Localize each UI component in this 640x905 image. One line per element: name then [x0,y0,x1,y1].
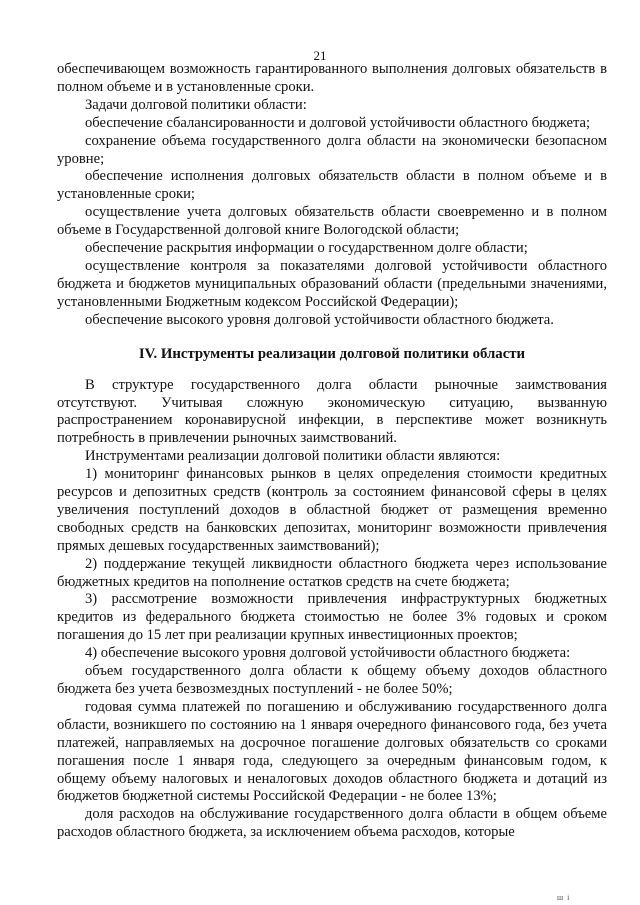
page-number: 21 [313,48,327,63]
list-item-task: обеспечение сбалансированности и долговой устойчивости областного бюджета; [85,114,591,131]
list-item-instrument-3: 3) рассмотрение возможности привлечения инфраструктурных бюджетных кредитов из федерального бюджета стоимостью не более 3% годовых и сроком погашения до 15 лет при реализации крупных инвестиционных проектов; [57,591,607,644]
list-item-task: обеспечение исполнения долговых обязательств области в полном объеме и в установленные сроки; [57,168,607,203]
list-item-instrument-2: 2) поддержание текущей ликвидности областного бюджета через использование бюджетных кредитов на пополнение остатков средств на счете бюджета; [57,555,607,590]
list-item-task: сохранение объема государственного долга области на экономически безопасном уровне; [57,132,607,167]
list-item-task: обеспечение высокого уровня долговой устойчивости областного бюджета. [85,311,554,328]
list-item-task: осуществление контроля за показателями долговой устойчивости областного бюджета и бюджетов муниципальных образований области (предельными значениями, установленными Бюджетным кодексом Российской Федерации); [57,257,607,310]
list-item-indicator: объем государственного долга области к общему объему доходов областного бюджета без учета безвозмездных поступлений - не более 50%; [57,663,607,697]
list-item-indicator: доля расходов на обслуживание государственного долга области в общем объеме расходов областного бюджета, за исключением объема расходов, которые [57,806,607,841]
list-item-indicator: годовая сумма платежей по погашению и обслуживанию государственного долга области, возникшего по состоянию на 1 января очередного финансового года, без учета платежей, направляемых на досрочное погашение долговых обязательств со сроками погашения после 1 января года, следующего за очередным финансовым годом, к общему объему налоговых и неналоговых доходов областного бюджета и дотаций из бюджетов бюджетной системы Российской Федерации - не более 13%; [57,698,607,805]
paragraph-continuation: обеспечивающем возможность гарантированного выполнения долговых обязательств в полном объеме и в установленные сроки. [57,61,607,95]
section-heading: IV. Инструменты реализации долговой политики области [138,345,526,362]
list-item-instrument-1: 1) мониторинг финансовых рынков в целях определения стоимости кредитных ресурсов и депозитных средств (контроль за состоянием финансовой сферы в целях увеличения поступлений доходов в областной бюджет от размещения временно свободных средств на банковских депозитах, мониторинг возможности привлечения прямых дешевых государственных заимствований); [57,466,607,554]
footer-mark: ш і [557,893,571,902]
list-item-task: обеспечение раскрытия информации о государственном долге области; [85,240,528,257]
page-content [57,61,607,842]
list-item-instrument-4: 4) обеспечение высокого уровня долговой устойчивости областного бюджета: [85,645,571,662]
list-item-task: осуществление учета долговых обязательств области своевременно и в полном объеме в Государственной долговой книге Вологодской области; [57,204,607,239]
paragraph-instruments-intro: Инструментами реализации долговой политики области являются: [85,448,501,465]
paragraph-market-borrowing: В структуре государственного долга области рыночные заимствования отсутствуют. Учитывая сложную экономическую ситуацию, вызванную распространением коронавирусной инфекции, в перспективе может возникнуть потребность в привлечении рыночных заимствований. [57,376,607,447]
paragraph-tasks-intro: Задачи долговой политики области: [85,96,307,113]
